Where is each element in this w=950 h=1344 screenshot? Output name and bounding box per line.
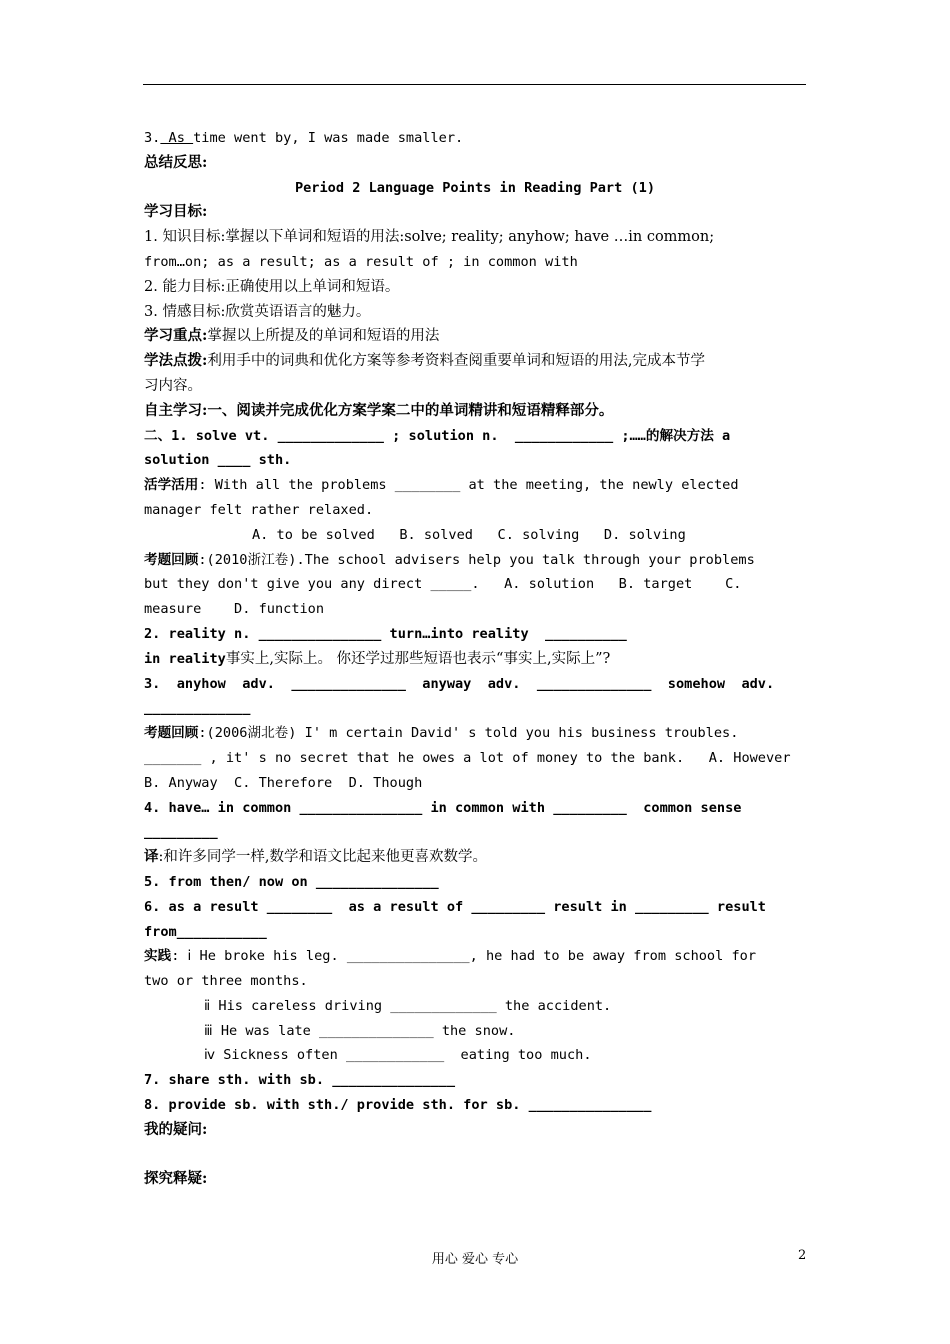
exam-review-1: 考题回顾:(2010浙江卷).The school advisers help you talk through your problems bbox=[144, 551, 755, 568]
heading-questions: 我的疑问: bbox=[144, 1120, 208, 1138]
line-3-as: 3. As time went by, I was made smaller. bbox=[144, 130, 464, 146]
item-2-reality: 2. reality n. _______________ turn…into reality __________ bbox=[144, 625, 627, 642]
heading-explore: 探究释疑: bbox=[144, 1170, 208, 1188]
goal-3: 3. 情感目标:欣赏英语语言的魅力。 bbox=[144, 303, 371, 320]
self-study: 自主学习:一、阅读并完成优化方案学案二中的单词精讲和短语精释部分。 bbox=[144, 401, 614, 419]
item-6: 6. as a result ________ as a result of _________ result in _________ result bbox=[144, 898, 766, 915]
goal-1-cont: from…on; as a result; as a result of ; in common with bbox=[144, 253, 578, 270]
footer-motto: 用心 爱心 专心 bbox=[431, 1252, 519, 1267]
item-8: 8. provide sb. with sth./ provide sth. for sb. _______________ bbox=[144, 1097, 652, 1114]
translate: 译:和许多同学一样,数学和语文比起来他更喜欢数学。 bbox=[144, 848, 487, 866]
item-1-solution: solution ____ sth. bbox=[144, 452, 292, 469]
exam-review-2-options: B. Anyway C. Therefore D. Though bbox=[144, 774, 423, 791]
exam-review-1-cont: but they don't give you any direct _____. A. solution B. target C. bbox=[144, 576, 742, 593]
document-body bbox=[144, 126, 806, 1192]
item-4-blank: _________ bbox=[144, 824, 218, 841]
header-rule bbox=[143, 84, 806, 85]
item-4-common: 4. have… in common _______________ in common with _________ common sense bbox=[144, 799, 742, 816]
in-reality: in reality事实上,实际上。 你还学过那些短语也表示“事实上,实际上”? bbox=[144, 650, 611, 667]
exam-review-2-cont: _______ , it' s no secret that he owes a lot of money to the bank. A. However bbox=[144, 749, 791, 766]
exam-review-2: 考题回顾:(2006湖北卷) I' m certain David' s told you his business troubles. bbox=[144, 725, 739, 742]
practice-2: 实践: ⅰ He broke his leg. _______________, he had to be away from school for bbox=[144, 948, 757, 965]
item-3-blank: _____________ bbox=[144, 700, 251, 717]
practice-1: 活学活用: With all the problems ________ at the meeting, the newly elected bbox=[144, 477, 739, 494]
method-tips-cont: 习内容。 bbox=[144, 377, 202, 394]
spacer bbox=[144, 1143, 806, 1168]
practice-1-cont: manager felt rather relaxed. bbox=[144, 501, 374, 518]
item-1-solve: 二、1. solve vt. _____________ ; solution n. ____________ ;……的解决方法 a bbox=[144, 427, 731, 444]
practice-2-iv: ⅳ Sickness often ____________ eating too much. bbox=[204, 1047, 592, 1064]
method-tips: 学法点拨:利用手中的词典和优化方案等参考资料查阅重要单词和短语的用法,完成本节学 bbox=[144, 352, 705, 370]
practice-2-cont: two or three months. bbox=[144, 973, 308, 990]
goal-2: 2. 能力目标:正确使用以上单词和短语。 bbox=[144, 278, 400, 295]
practice-2-ii: ⅱ His careless driving _____________ the accident. bbox=[204, 997, 612, 1014]
heading-summary: 总结反思: bbox=[144, 153, 208, 171]
heading-goals: 学习目标: bbox=[144, 203, 208, 221]
item-3-anyhow: 3. anyhow adv. ______________ anyway adv. ______________ somehow adv. bbox=[144, 675, 775, 692]
practice-2-iii: ⅲ He was late ______________ the snow. bbox=[204, 1022, 516, 1039]
item-5: 5. from then/ now on _______________ bbox=[144, 873, 439, 890]
item-7: 7. share sth. with sb. _______________ bbox=[144, 1072, 455, 1089]
item-6-cont: from___________ bbox=[144, 923, 267, 940]
practice-1-options: A. to be solved B. solved C. solving D. solving bbox=[252, 526, 686, 543]
page-number: 2 bbox=[798, 1248, 807, 1263]
goal-1: 1. 知识目标:掌握以下单词和短语的用法:solve; reality; anyhow; have …in common; bbox=[144, 229, 715, 246]
section-title: Period 2 Language Points in Reading Part (1) bbox=[294, 179, 656, 196]
key-points: 学习重点:掌握以上所提及的单词和短语的用法 bbox=[144, 327, 440, 345]
exam-review-1-options: measure D. function bbox=[144, 601, 325, 618]
